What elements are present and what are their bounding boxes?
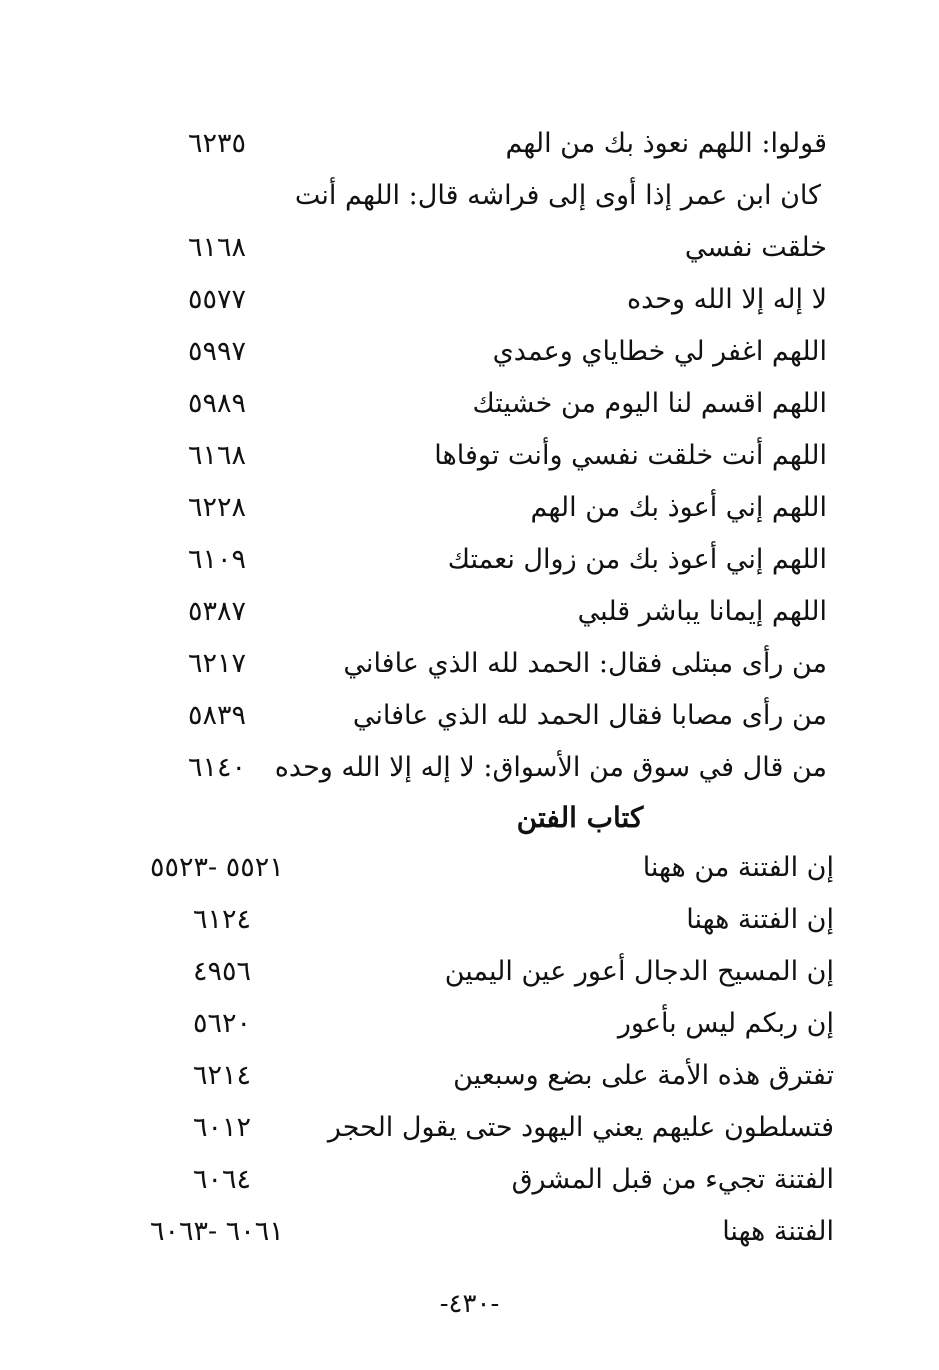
entry-ref: ٥٥٧٧ <box>188 284 247 315</box>
entry-text: فتسلطون عليهم يعني اليهود حتى يقول الحجر <box>327 1112 834 1143</box>
entry-ref: ٦١٠٩ <box>188 544 247 575</box>
entry-ref: ٤٩٥٦ <box>193 956 252 987</box>
index-entry <box>0 638 939 690</box>
entry-text: الفتنة ههنا <box>722 1216 834 1247</box>
entry-ref: ٥٥٢١ -٥٥٢٣ <box>150 852 284 883</box>
index-entry <box>0 586 939 638</box>
entry-text: من رأى مصابا فقال الحمد لله الذي عافاني <box>352 700 827 731</box>
index-entry <box>0 482 939 534</box>
entry-ref: ٦١٦٨ <box>188 232 247 263</box>
entry-text: إن الفتنة ههنا <box>686 904 834 935</box>
index-entry <box>0 998 939 1050</box>
entry-text: اللهم اقسم لنا اليوم من خشيتك <box>472 388 827 419</box>
entry-text: قولوا: اللهم نعوذ بك من الهم <box>505 128 827 159</box>
index-entry <box>0 222 939 274</box>
index-entry <box>0 274 939 326</box>
entry-text: الفتنة تجيء من قبل المشرق <box>511 1164 834 1195</box>
index-entry <box>0 690 939 742</box>
index-entry <box>0 1206 939 1258</box>
index-entry <box>0 1050 939 1102</box>
entry-text: من قال في سوق من الأسواق: لا إله إلا الله وحده <box>274 752 827 783</box>
entry-ref: ٦٢٢٨ <box>188 492 247 523</box>
entry-ref: ٥٨٣٩ <box>188 700 247 731</box>
entry-text: اللهم إني أعوذ بك من زوال نعمتك <box>447 544 827 575</box>
index-entry <box>0 118 939 170</box>
entry-text: إن الفتنة من ههنا <box>642 852 834 883</box>
index-entry <box>0 1154 939 1206</box>
entry-text: اللهم أنت خلقت نفسي وأنت توفاها <box>434 440 827 471</box>
entry-ref: ٦٠٦٤ <box>193 1164 252 1195</box>
section-heading: كتاب الفتن <box>516 801 644 834</box>
entry-ref: ٦٠٦١ -٦٠٦٣ <box>150 1216 284 1247</box>
index-entry <box>0 1102 939 1154</box>
entry-ref: ٦٢١٧ <box>188 648 247 679</box>
index-entry <box>0 842 939 894</box>
entry-text: كان ابن عمر إذا أوى إلى فراشه قال: اللهم أنت <box>294 180 821 211</box>
entry-text: من رأى مبتلى فقال: الحمد لله الذي عافاني <box>343 648 827 679</box>
index-entry <box>0 170 939 222</box>
entry-text: اللهم إيمانا يباشر قلبي <box>577 596 827 627</box>
index-entry <box>0 534 939 586</box>
entry-ref: ٦٠١٢ <box>193 1112 252 1143</box>
entry-text: خلقت نفسي <box>684 232 827 263</box>
entry-text: إن ربكم ليس بأعور <box>617 1008 834 1039</box>
index-entry <box>0 894 939 946</box>
index-entry <box>0 378 939 430</box>
index-entry <box>0 742 939 794</box>
entry-ref: ٦٢١٤ <box>193 1060 252 1091</box>
entry-ref: ٥٩٨٩ <box>188 388 247 419</box>
entry-ref: ٥٩٩٧ <box>188 336 247 367</box>
entry-text: لا إله إلا الله وحده <box>626 284 827 315</box>
index-entry <box>0 430 939 482</box>
entry-ref: ٦١٦٨ <box>188 440 247 471</box>
page-number: -٤٣٠- <box>439 1289 500 1319</box>
index-entry <box>0 946 939 998</box>
entry-ref: ٥٣٨٧ <box>188 596 247 627</box>
entry-text: اللهم اغفر لي خطاياي وعمدي <box>492 336 827 367</box>
entry-ref: ٦٢٣٥ <box>188 128 247 159</box>
index-entry <box>0 326 939 378</box>
entry-ref: ٦١٤٠ <box>188 752 247 783</box>
entry-text: تفترق هذه الأمة على بضع وسبعين <box>453 1060 834 1091</box>
entry-ref: ٦١٢٤ <box>193 904 252 935</box>
entry-ref: ٥٦٢٠ <box>193 1008 252 1039</box>
entry-text: إن المسيح الدجال أعور عين اليمين <box>444 956 834 987</box>
entry-text: اللهم إني أعوذ بك من الهم <box>530 492 827 523</box>
